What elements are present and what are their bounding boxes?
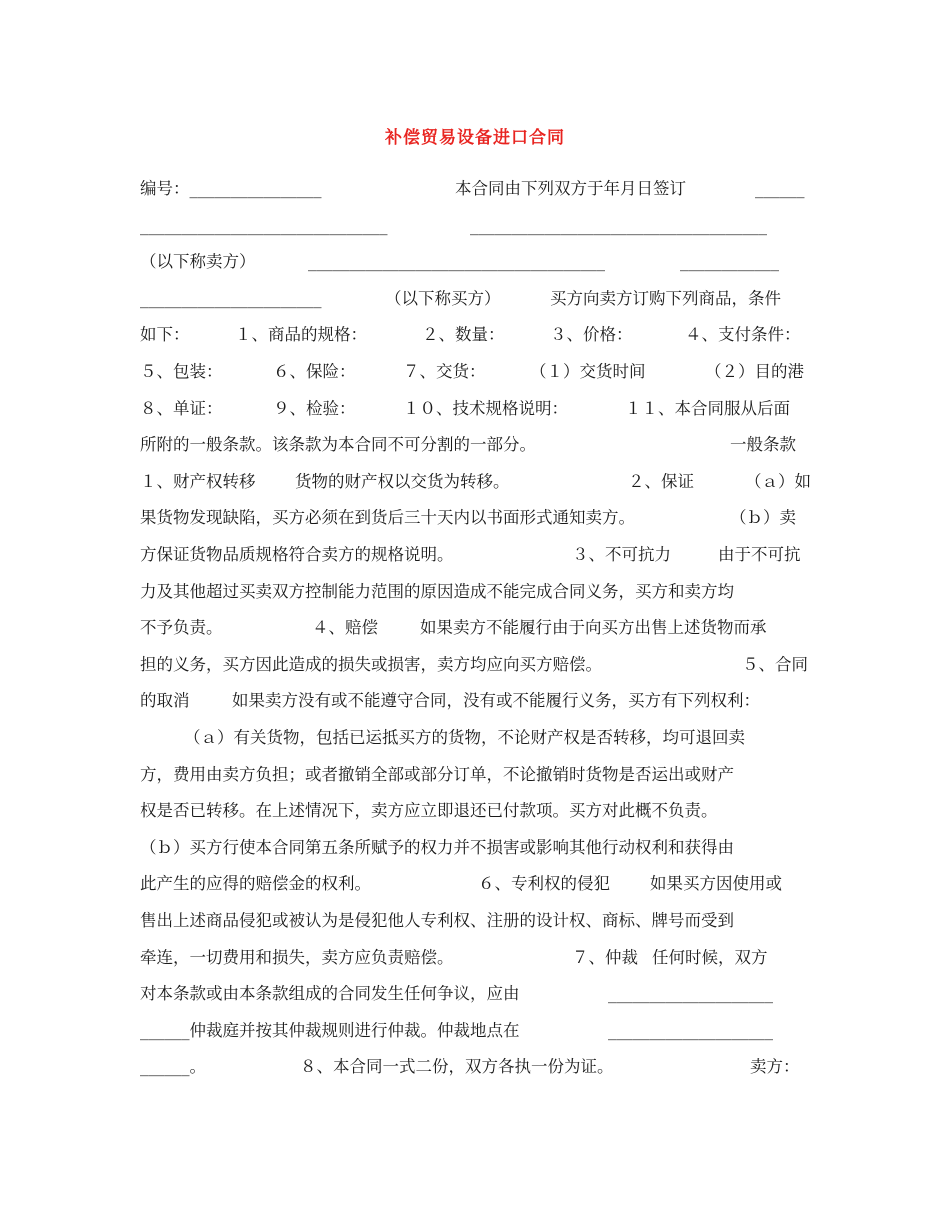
text-line <box>140 720 812 756</box>
text-segment: 果货物发现缺陷，买方必须在到货后三十天内以书面形式通知卖方。 <box>140 508 635 528</box>
text-segment: ７、交货： <box>403 362 486 381</box>
text-line <box>140 208 812 244</box>
text-line <box>140 574 812 610</box>
text-line <box>140 757 812 793</box>
text-segment: ８、单证： <box>140 398 223 418</box>
text-line <box>140 464 812 500</box>
text-segment: 此产生的应得的赔偿金的权利。 <box>140 874 371 894</box>
text-segment: １１、本合同服从后面 <box>625 398 790 418</box>
text-segment: 的取消 <box>140 691 190 711</box>
blank-field: ____________________________________ <box>470 215 767 235</box>
text-line <box>140 793 812 829</box>
text-segment: ２、保证 <box>628 471 694 491</box>
text-segment: １、财产权转移 <box>140 471 256 491</box>
text-line <box>140 976 812 1012</box>
text-segment: ７、仲裁 <box>572 947 638 967</box>
text-segment: ９、检验： <box>273 398 356 418</box>
text-line <box>140 1049 812 1085</box>
text-line <box>140 281 812 317</box>
text-segment: 买方向卖方订购下列商品，条件 <box>550 288 781 308</box>
text-segment: （１）交货时间 <box>530 362 646 381</box>
text-line <box>140 317 812 353</box>
text-line <box>140 683 812 719</box>
text-segment: ８、本合同一式二份，双方各执一份为证。 <box>300 1057 614 1077</box>
text-line <box>140 391 812 427</box>
text-line <box>140 866 812 902</box>
text-segment: 售出上述商品侵犯或被认为是侵犯他人专利权、注册的设计权、商标、牌号而受到 <box>140 911 734 930</box>
text-line <box>140 427 812 463</box>
text-segment: ２、数量： <box>422 325 505 345</box>
text-segment: ５、合同 <box>742 654 808 674</box>
text-segment: 不予负责。 <box>140 618 223 638</box>
text-line <box>140 500 812 536</box>
text-line <box>140 647 812 683</box>
text-segment: （以下称卖方） <box>140 252 256 272</box>
text-line <box>140 171 812 207</box>
blank-field: ____________________________________ <box>308 252 605 272</box>
text-segment: 如果卖方没有或不能遵守合同，没有或不能履行义务，买方有下列权利： <box>232 691 760 711</box>
text-segment: ４、支付条件： <box>685 325 801 345</box>
text-segment: ______仲裁庭并按其仲裁规则进行仲裁。仲裁地点在 <box>140 1020 520 1040</box>
text-segment: 方保证货物品质规格符合卖方的规格说明。 <box>140 545 454 564</box>
text-line <box>140 610 812 646</box>
text-segment: 方，费用由卖方负担；或者撤销全部或部分订单，不论撤销时货物是否运出或财产 <box>140 764 734 784</box>
text-segment: 本合同由下列双方于年月日签订 <box>455 179 686 198</box>
text-segment: （以下称买方） <box>385 288 501 308</box>
text-segment: 任何时候，双方 <box>652 947 768 967</box>
text-segment: （ｂ）买方行使本合同第五条所赋予的权力并不损害或影响其他行动权利和获得由 <box>140 837 734 857</box>
text-segment: 由于不可抗 <box>718 545 801 564</box>
text-segment: 一般条款 <box>730 435 796 455</box>
blank-field: ______ <box>755 179 805 198</box>
text-segment: 牵连，一切费用和损失，卖方应负责赔偿。 <box>140 947 454 967</box>
text-segment: （ａ）有关货物，包括已运抵买方的货物，不论财产权是否转移，均可退回卖 <box>184 728 745 747</box>
blank-field: ______________________________ <box>140 215 388 235</box>
text-segment: （ｂ）卖 <box>730 508 796 528</box>
text-segment: 如下： <box>140 325 190 345</box>
text-segment: 货物的财产权以交货为转移。 <box>295 471 510 491</box>
text-segment: 对本条款或由本条款组成的合同发生任何争议，应由 <box>140 984 520 1004</box>
blank-field: ____________________ <box>608 984 773 1004</box>
text-segment: 权是否已转移。在上述情况下，卖方应立即退还已付款项。买方对此概不负责。 <box>140 801 718 821</box>
text-segment: （ａ）如 <box>745 471 811 491</box>
text-segment: 卖方： <box>750 1057 800 1077</box>
text-segment: ６、保险： <box>273 362 356 381</box>
text-line <box>140 1013 812 1049</box>
text-segment: ６、专利权的侵犯 <box>478 874 610 894</box>
text-segment: ______。 <box>140 1057 206 1077</box>
text-segment: ４、赔偿 <box>312 618 378 638</box>
text-segment: ５、包装： <box>140 362 223 381</box>
document-title: 补偿贸易设备进口合同 <box>385 128 565 148</box>
text-line <box>140 244 812 280</box>
text-line <box>140 354 812 390</box>
text-segment: ３、不可抗力 <box>572 545 671 564</box>
text-segment: 力及其他超过买卖双方控制能力范围的原因造成不能完成合同义务，买方和卖方均 <box>140 581 734 601</box>
text-segment: １、商品的规格： <box>235 325 367 345</box>
text-segment: 担的义务，买方因此造成的损失或损害，卖方均应向买方赔偿。 <box>140 654 602 674</box>
text-segment: １０、技术规格说明： <box>403 398 568 418</box>
blank-field: ____________________ <box>608 1020 773 1040</box>
text-line <box>140 830 812 866</box>
text-segment: 如果卖方不能履行由于向买方出售上述货物而承 <box>420 618 767 638</box>
text-line <box>140 903 812 939</box>
text-segment: 编号：________________ <box>140 179 322 198</box>
text-line <box>140 940 812 976</box>
text-segment: 如果买方因使用或 <box>650 874 782 894</box>
text-segment: 所附的一般条款。该条款为本合同不可分割的一部分。 <box>140 435 536 455</box>
blank-field: ____________ <box>680 252 779 272</box>
text-line <box>140 537 812 573</box>
blank-field: ______________________ <box>140 288 322 308</box>
text-segment: （２）目的港 <box>705 362 804 381</box>
text-segment: ３、价格： <box>550 325 633 345</box>
